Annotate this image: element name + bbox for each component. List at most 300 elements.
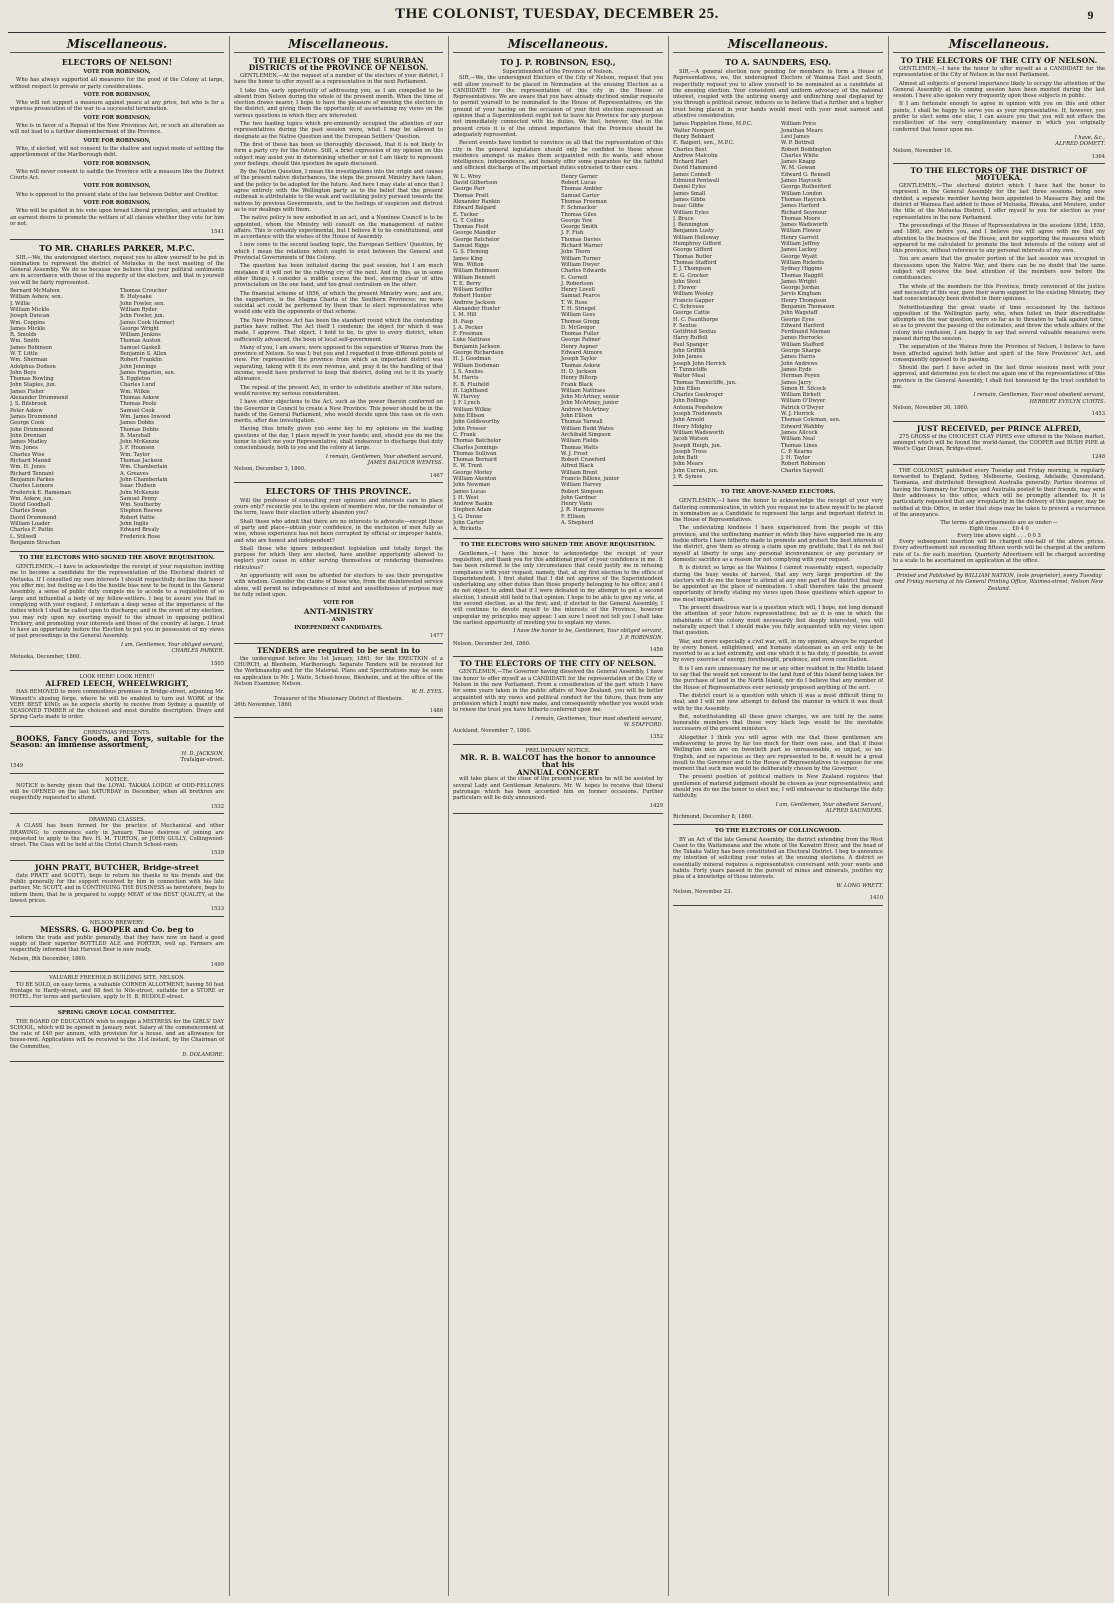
signatory-name: E. B. Fluifield <box>453 381 489 388</box>
column-divider <box>448 36 449 1596</box>
signatory-name: Henry Thompson <box>781 297 827 304</box>
ad-subtitle: Superintendent of the Province of Nelson. <box>502 69 614 75</box>
signatory-name: Benjamin S. Allen <box>120 350 167 357</box>
column-divider <box>668 36 669 1596</box>
signatory-name: Charles Lund <box>120 382 156 389</box>
ad-closing: I remain, Gentlemen, Your most obedient servant, <box>973 392 1105 399</box>
ad-role: Treasurer of the Missionary District of Blenheim. <box>273 695 404 702</box>
signatory-name: John McArtney, junior <box>561 400 619 407</box>
ad-place: Auckland, November 7, 1860. <box>453 728 532 735</box>
ad-christmas-presents <box>10 730 224 774</box>
signatory-name: John Arnold <box>673 417 705 424</box>
signatory-name: F. Schmacker <box>561 205 597 212</box>
signatory-name: Thomas Jackson <box>120 458 163 465</box>
ad-spring-grove <box>10 1010 224 1063</box>
section-head: Miscellaneous. <box>234 36 443 53</box>
column-5 <box>893 36 1105 1596</box>
ad-the-colonist <box>893 468 1105 570</box>
ad-body: BY an Act of the late General Assembly, the district extending from the West Coast to the Waitemoana and the whole of the Kawatiri River, and the head of the Takaka Valley has been constituted an Electoral District. I beg to announce my intention of soliciting your votes at the ensuing elections. A district so essentially mineral requires a representative conversant with your wants and habits. Forty years passed in the pursuit of mines and minerals, justifies my plea of a knowledge of those interests. <box>673 836 883 881</box>
signatory-name: H. J. Goodman <box>453 356 491 363</box>
signatory-name: Antonia Foxshelow <box>673 404 723 411</box>
signatory-name: Adolphus Dodson <box>10 363 56 370</box>
signatory-name: Gottfried Sextus <box>673 329 717 336</box>
ad-paragraphs <box>673 498 883 799</box>
ad-subtitle: ANNUAL CONCERT <box>516 767 600 777</box>
signatory-name: J. F. Hounsen <box>120 445 155 452</box>
signatory-name: George Richardson <box>453 350 504 357</box>
signatory-name: Daniel Eyles <box>673 184 706 191</box>
ad-paragraph: If I am fortunate enough to agree in opinion with you on this and other points, I shall be happy to serve you as your representative. If, however, you prefer to elect some one else, I can assure you that you will not efface the recollection of the very complimentary manner in which you originally conferred that honor upon me. <box>893 101 1105 133</box>
masthead <box>0 6 1114 28</box>
signatory-name: John Rollings <box>673 398 708 405</box>
signatory-name: J. G. Dunne <box>453 513 483 520</box>
signatory-name: Henry Lovell <box>561 287 595 294</box>
signatory-name: Francis Gapper <box>673 297 714 304</box>
signatory-name: John Goldsworthy <box>453 419 500 426</box>
ad-kicker: NELSON BREWERY. <box>89 919 145 926</box>
ad-paragraph: The proceedings of the House of Representatives in the sessions 1856, 1858, and 1860, are before you, and I believe you will agree with me that my attention to the business of the House, and for supporting the measures which appeared to me calculated to promote the best interests of the colony and of this province, without reference to any personal interests of my own. <box>893 222 1105 255</box>
signatory-name: Thomas Giles <box>561 211 597 218</box>
signatory-name: S. Eggleton <box>120 376 151 383</box>
signatory-name: Thomas Fuller <box>561 331 600 338</box>
ad-signature: JAMES BALFOUR WEMYSS. <box>367 459 443 466</box>
ad-place: Nelson, 8th December, 1860. <box>10 955 87 962</box>
column-3 <box>453 36 663 1596</box>
signatory-name: Paul Spanger <box>673 341 709 348</box>
signatory-name: James Haycock <box>781 178 822 185</box>
signatory-name: Jonathan Mears <box>781 127 823 134</box>
signatory-name: Henry Garner <box>561 173 598 180</box>
ad-body: THE COLONIST, published every Tuesday and Friday morning, is regularly forwarded to England, Sydney, Melbourne, Geelong, Adelaide, Queensland, Tasmania, and distributed throughout Australia generally. Parties desirous of having the Summary for Europe and Australia posted to their friends, may send their addresses to this office, which will be promptly attended to. It is particularly requested that any irregularity in the delivery of this paper, may be notified at this Office, in order that steps may be taken to prevent a recurrence of the annoyance. <box>893 467 1105 518</box>
signatory-name: J. F. Lynch <box>453 400 480 407</box>
signatory-name: W. M. Gowan <box>781 165 816 172</box>
signatory-name: Thomas Croucher <box>120 288 167 295</box>
signatory-name: George Parr <box>453 186 486 193</box>
signatory-name: William Ryder <box>120 306 158 313</box>
ad-number: 1532 <box>210 803 224 810</box>
ad-paragraph: Notwithstanding the great waste of time occasioned by the factious opposition of the Wellington party, who, when foiled on their discreditable attempts on the war question, were so far as to threaten to 'talk against time,' so as to prevent the passing of the estimates, and throw the whole affairs of the colony into confusion, I am happy to say that several valuable measures were passed during the session. <box>893 304 1105 342</box>
signatory-name: Andrew Malcolm <box>673 152 718 159</box>
ad-kicker: NOTICE. <box>105 776 129 783</box>
ad-body-2: Recent events have tended to convince us all that the representation of this city in the general legislature should only be confided to those whose residence amongst us makes them acquainted with its wants, and whose intelligence, independence, and honesty offer some guarantee for the faithful and efficient discharge of the important duties entrusted to their care. <box>453 140 663 172</box>
signatory-name: George Morley <box>453 469 493 476</box>
signatory-name: Thomas Coleman, sen. <box>781 417 841 424</box>
signatory-name: James Horrocks <box>781 335 823 342</box>
ad-signature: ALFRED SAUNDERS. <box>825 807 883 814</box>
ad-place: Nelson, November 30, 1860. <box>893 404 969 411</box>
ad-number: 1352 <box>649 734 663 741</box>
signatory-name: H. Fasp <box>453 318 474 325</box>
ad-number: 1477 <box>429 633 443 640</box>
signatory-name: John Boys <box>10 369 37 376</box>
signatory-name: William Turner <box>561 255 601 262</box>
signatory-name: David Drummond <box>10 514 57 521</box>
ad-title: JOHN PRATT, BUTCHER, Bridge-street <box>34 862 200 872</box>
signatory-name: Benjamin Jackson <box>453 343 500 350</box>
ad-number: 1467 <box>429 472 443 479</box>
signatory-name: John Wagstaff <box>781 310 818 317</box>
ad-signature: ALFRED DOMETT. <box>1055 141 1105 148</box>
signatory-name: Charles F. Pattie <box>10 527 54 534</box>
ad-kicker: CHRISTMAS PRESENTS. <box>83 729 151 736</box>
column-1 <box>10 36 224 1596</box>
ad-paragraph: Shall those who ignore independent legislation and totally forget the purpose for which they are elected, have another opportunity allowed to neglect your cause in either serving themselves or rendering themselves ridiculous? <box>234 545 443 571</box>
signatory-name: Thomas Rowling <box>10 376 54 383</box>
signatory-name: James Mickle <box>10 325 46 332</box>
signatory-name: Wm. James Inwood <box>120 413 171 420</box>
signatory-name: D. McGregor <box>561 324 596 331</box>
signatory-name: Henry Garrett <box>781 234 819 241</box>
vote-heading: VOTE FOR ROBINSON, <box>83 114 151 121</box>
signatory-name: Wm. H. Jones <box>10 464 46 471</box>
signatory-name: Alexander Drummond <box>10 395 68 402</box>
ad-title: TO MR. CHARLES PARKER, M.P.C. <box>39 242 195 253</box>
vote-heading: VOTE FOR ROBINSON, <box>83 160 151 167</box>
ad-alfred-leech <box>10 674 224 727</box>
signatory-name: John James <box>673 354 703 361</box>
signatory-name: Peter Askew <box>10 407 43 414</box>
ad-concert <box>453 748 663 814</box>
signatory-name: George Sharpe <box>781 348 821 355</box>
vote-heading: VOTE FOR ROBINSON, <box>83 137 151 144</box>
ad-number: 1539 <box>210 850 224 857</box>
signatory-name: Thomas Sullivan <box>453 450 497 457</box>
signatory-name: William Eyles <box>673 209 709 216</box>
ad-body: NOTICE is hereby given that the LOYAL TAKAKA LODGE of ODD-FELLOWS will be OPENED on the last SATURDAY in December, when all brethren are respectfully requested to attend. <box>10 782 224 802</box>
signatory-name: James Robinson <box>10 344 52 351</box>
ad-paragraph: The present position of political matters in New Zealand requires that gentlemen of matured judgment should be chosen as your representatives; and should you do me the honor to elect me, I will endeavour to discharge the duty faithfully. <box>673 774 883 800</box>
signatory-list <box>10 288 224 546</box>
ad-title: ALFRED LEECH, WHEELWRIGHT, <box>45 679 189 689</box>
signatory-name: I. M. Hill <box>453 312 477 319</box>
signatory-name: Humphrey Gifford <box>673 241 721 248</box>
ad-body: Gentlemen,—I have the honor to acknowledge the receipt of your requisition, and thank you for this additional proof of your confidence in me. It has been referred to the only circumstance that could justify me in refusing compliance with your request, namely, that, at my first election to the office of Superintendent, I first stated that I did not approve of the Superintendent undertaking any other duties than those properly belonging to his office; and I do not object to admit that if I were defeated in my attempt to get a second election, I should still hold to that opinion. I hope to be able to give my vote, at the second election, as at the first; and, if elected to the General Assembly, I will continue to devote myself to the interests of the Province, however unpopular my principles may appear. I am sure I need not tell you I shall take the earliest opportunity of meeting you to explain my views. <box>453 550 663 626</box>
ad-title: MR. R. B. WALCOT has the honor to announce that his <box>460 752 656 769</box>
ad-kicker: LOOK HERE! LOOK HERE!! <box>79 673 155 680</box>
vote-list <box>10 69 224 227</box>
signatory-name: Robert Pattie <box>120 514 155 521</box>
signatory-name: William Robinson <box>453 268 500 275</box>
signatory-name: Samuel Carter <box>561 192 600 199</box>
ad-paragraph: The two leading topics which pre-eminently occupied the attention of our representatives during the past session were, what I may be allowed to designate as the Native Question and the European Settlers' Question. <box>234 121 443 140</box>
signatory-name: J. S. Ansliss <box>453 368 484 375</box>
ad-number: 1549 <box>10 763 24 770</box>
ad-place: Motueka, December, 1860. <box>10 654 82 661</box>
signatory-name: Alfred Black <box>561 463 594 470</box>
ad-title: TO THE ABOVE-NAMED ELECTORS. <box>720 489 836 496</box>
ad-motueka <box>893 167 1105 421</box>
ad-to-saunders <box>673 57 883 486</box>
signatory-name: William Mickle <box>10 306 50 313</box>
signatory-name: J. Robertson <box>561 280 594 287</box>
ad-title: MESSRS. G. HOOPER and Co. beg to <box>40 924 194 934</box>
signatory-name: William Stafford <box>781 341 824 348</box>
signatory-name: J. Bennington <box>673 222 709 229</box>
signatory-name: James Eyde <box>781 366 812 373</box>
signatory-name: Wm. Southerby <box>120 502 161 509</box>
ad-prince-alfred <box>893 425 1105 465</box>
signatory-name: Thomas Butler <box>673 253 712 260</box>
ad-number: 1364 <box>1091 153 1105 160</box>
signatory-name: Richard Warner <box>561 243 603 250</box>
signatory-name: Thomas Stafford <box>673 259 717 266</box>
ad-paragraph: But, notwithstanding all these grave charges, we are told by the same honorable members that those very black legs would be the inevitable successors of the present ministers. <box>673 713 883 733</box>
signatory-name: E. Cornell <box>561 274 588 281</box>
signatory-name: William Brent <box>561 469 598 476</box>
signatory-name: James Fogarton, sen. <box>120 369 176 376</box>
signatory-name: William Wilkie <box>453 406 491 413</box>
signatory-name: Wm. Wilkie <box>120 388 150 395</box>
signatory-name: J. Bruce <box>673 215 694 222</box>
signatory-name: J. Flower <box>673 285 697 292</box>
signatory-name: William Fields <box>561 438 599 445</box>
signatory-name: Thomas Watts <box>561 444 599 451</box>
ad-stafford <box>453 660 663 744</box>
signatory-name: J. R. Hargreaves <box>561 507 604 514</box>
ad-paragraph: I have other objections to the Act, such as the power therein conferred on the Governor in Council to create a New Province. This power should be in the hands of the General Parliament, who would decide upon this case on its own merits, after due investigation. <box>234 399 443 425</box>
ad-terms: The terms of advertisements are as under:— <box>940 520 1058 527</box>
vote-line: AND <box>331 616 346 623</box>
ad-paragraph: Shall those who admit that there are no interests to advocate—except those of party and place—obtain your confidence, in the exclusion of men fully as wise, whose experience has not been corrupted by official or improper habits, and who are honest and independent? <box>234 518 443 544</box>
ad-paragraph: It is I am sure unnecessary for me or any other resident in the Middle Island to say that the would not consent to the land fund of this Island being taken for the purchase of land in the North Island, nor do I believe that any member of the House of Representatives ever seriously proposed anything of the sort. <box>673 665 883 691</box>
signatory-name: William Ricketts <box>781 259 825 266</box>
ad-paragraph: Having thus briefly given you some key to my opinions on the leading questions of the day, I place myself in your hands; and, should you do me the honor to elect me your Representative, shall endeavour to discharge that duty conscientiously, both to you and the colony at large. <box>234 426 443 452</box>
signatory-name: A. Shepherd <box>561 520 594 527</box>
ad-paragraph: Many of you, I am aware, were opposed to the separation of Wairau from the province of Nelson. So was I; but you and I regarded it from different points of view. For represented the province from which an important district was separating, taking with it its own revenue, and, pray it be the handling of that income, would have preferred to keep that district, doling out to it its yearly allowance. <box>234 344 443 383</box>
ad-paragraph: The question has been initiated during the past session, but I am much mistaken if it will not be the rallying cry of the next. And in this, as in some other things, I consider a middle course the best, steering clear of ultra provincialism on the one hand, and too great centralism on the other. <box>234 263 443 289</box>
signatory-name: Joseph Duncan <box>10 313 50 320</box>
ad-paragraph: GENTLEMEN,—The electoral district which I have had the honor to represent in the General Assembly for the last three sessions being now divided, a separate member having been appointed to Massacre Bay, and the district of Waimea East added to those of Motueka, Riwaka, and Moutere, under the title of the Motueka District, I offer myself to you for election as your representative in the new Parliament. <box>893 183 1105 221</box>
ad-number: 1248 <box>1091 454 1105 461</box>
signatory-name: J. Willie <box>10 300 30 307</box>
ad-tenders <box>234 647 443 719</box>
masthead-title: THE COLONIST, TUESDAY, DECEMBER 25. <box>395 6 719 22</box>
ad-extra: Every subsequent insertion will be charged one-half of the above prices. Every advertisement not exceeding fifteen words will be charged at the uniform rate of 1s. for each insertion. Quarterly Advertisers will be charged according to a scale to be ascertained on application at the office. <box>893 539 1105 564</box>
signatory-name: A. Greaves <box>120 470 149 477</box>
signatory-name: John Ellison <box>561 413 593 420</box>
signatory-name: Jarvis Kingham <box>781 291 822 298</box>
signatory-name: Isaac Hudson <box>120 483 156 490</box>
signatory-name: Robert Boddington <box>781 146 832 153</box>
signatory-name: William Budd Wates <box>561 425 614 432</box>
ad-paragraph: The New Provinces Act has been the standard round which the contending parties have rallied. The Act itself I condemn; the object for which it was made, I approve. That object, I hold to be, to give to every district, when sufficiently advanced, the boon of local self-government. <box>234 317 443 343</box>
signatory-name: Herman Feyen <box>781 373 820 380</box>
signatory-name: William Akenton <box>453 476 497 482</box>
signatory-name: David Goodhall <box>10 502 51 509</box>
signatory-name: B. Marshall <box>120 432 151 439</box>
signatory-list <box>673 121 883 480</box>
signatory-name: George Smith <box>561 224 598 231</box>
signatory-name: James Gibbs <box>673 196 706 203</box>
signatory-name: Andrew Baskin <box>453 501 493 508</box>
ad-body: SIR,—A general election now pending for members to form a House of Representatives, we, the undersigned Electors of Waimea East and South, respectfully request you to allow yourself to be nominated as a candidate at the ensuing election. Your consistent and uniform advocacy of the national interest, coupled with the untiring energy and unflinching zeal displayed by you through a political career, induces us to believe that a further and a higher trust being placed in your hands would meet with your most earnest and attentive consideration. <box>673 69 883 120</box>
ad-title: TO THE ELECTORS WHO SIGNED THE ABOVE REQUISITION. <box>460 541 656 548</box>
signatory-name: William Ashew, sen. <box>10 294 63 301</box>
ad-place: 26th November, 1860. <box>234 701 293 708</box>
ad-title: TO THE ELECTORS OF THE CITY OF NELSON. <box>900 56 1098 65</box>
signatory-name: Edward Atmore <box>561 350 603 357</box>
signatory-name: James Mudley <box>10 439 48 446</box>
ad-place: Nelson, December 3rd, 1860. <box>453 640 531 647</box>
signatory-name: Edward Harford <box>781 322 825 329</box>
ad-closing: I am, Gentlemen, Your obedient Servant, <box>775 801 883 808</box>
signatory-name: Charles Gaukroger <box>673 392 724 399</box>
ad-number: 1499 <box>210 962 224 969</box>
section-head: Miscellaneous. <box>673 36 883 53</box>
ad-title: ELECTORS OF NELSON! <box>61 57 173 67</box>
signatory-name: David Gilbertson <box>453 180 498 187</box>
signatory-name: J. F. Fish <box>561 230 584 237</box>
ad-robinson-reply <box>453 542 663 658</box>
signatory-name: J. H. West <box>453 494 479 501</box>
signatory-name: John Gardner <box>561 494 597 501</box>
ad-paragraph: The present disastrous war is a question which will, I hope, not long demand the attention of your future representatives; but as it is one in which the inhabitants of this colony must necessarily feel deeply interested, you will naturally expect that I should make you fully acquainted with my views upon that question. <box>673 605 883 637</box>
signatory-name: T. J. Thompson <box>673 266 712 273</box>
signatory-name: W. J. Horrick <box>781 411 815 418</box>
ad-title: TO J. P. ROBINSON, ESQ., <box>500 57 616 67</box>
ad-paragraph: GENTLEMEN,—At the request of a number of the electors of your district, I have the honor to offer myself as a representative in the next Parliament. <box>234 73 443 86</box>
signatory-name: James Drummond <box>10 413 58 420</box>
vote-line: VOTE FOR <box>323 600 354 607</box>
signatory-name: Frank Black <box>561 381 593 388</box>
signatory-name: Harry Ruffell <box>673 335 708 342</box>
ad-requisition-reply <box>10 555 224 671</box>
signatory-name: George Yew <box>561 217 593 224</box>
signatory-name: Thomas Field <box>453 224 489 231</box>
signatory-name: George Rutherford <box>781 184 831 191</box>
column-4 <box>673 36 883 1596</box>
ad-signature: H. D. JACKSON, <box>181 750 224 757</box>
signatory-name: Benjamin Lusty <box>673 228 714 235</box>
signatory-name: William Nattrass <box>561 387 606 394</box>
signatory-name: David Hammond <box>673 165 718 172</box>
ad-paragraph: An opportunity will soon be afforded for electors to use their prerogative with wisdom. Consider the claims of those who, from the disinterested service alone, will permit no independence of mind and unselfishness of purpose may be fully relied upon. <box>234 573 443 598</box>
signatory-name: John Batt <box>673 455 698 462</box>
signatory-name: George Wright <box>120 325 159 332</box>
signatory-name: William Harvey <box>561 482 602 489</box>
signatory-name: Samuel Cook <box>120 407 155 414</box>
signatory-name: T. W. Rose <box>561 299 588 306</box>
signatory-name: William Flower <box>781 228 821 235</box>
signatory-name: Thomas Freeman <box>561 198 607 205</box>
signatory-name: William London <box>781 190 823 197</box>
signatory-name: E. Tucker <box>453 211 479 218</box>
ad-body: GENTLEMEN,—I have to acknowledge the receipt of your requisition inviting me to become a candidate for the representation of the Electoral district of Motueka. If I consulted my own interests I should respectfully decline the honor you offer me; but feeling as I do the hostile bias now to be found in the General Assembly, a sense of public duty compels me to accede to a requisition of so large and influential a body of my fellow-settlers. I beg to assure you that in complying with your request, I entertain a deep sense of the importance of the duties which I shall be called upon to discharge; and in the event of my election, you may rely upon my exerting myself to the utmost in opposing political Trickery, and promoting your interests and those of the country at large. I trust to have an opportunity before the Election to put you in possession of my views of past proceedings in the General Assembly. <box>10 564 224 640</box>
signatory-name: F. Sextus <box>673 322 697 329</box>
signatory-name: Robert Crawford <box>561 457 606 464</box>
signatory-name: J. A. Pecker <box>453 324 483 331</box>
signatory-name: James Dobbs <box>120 420 155 427</box>
signatory-name: C. P. Kearns <box>781 448 813 455</box>
signatory-name: James Lackey <box>781 247 818 254</box>
signatory-name: M. Harris <box>453 375 479 382</box>
section-head: Miscellaneous. <box>10 36 224 53</box>
signatory-name: William Wooley <box>673 291 714 298</box>
signatory-name: John Griffith <box>673 348 706 355</box>
imprint: Printed and Published by WILLIAM NATION, (sole proprietor), every Tuesday and Friday morning at his General Printing Office, Waimea-street, Nelson New Zealand. <box>895 573 1103 592</box>
signatory-name: Thomas Tunnicliffe, jun. <box>673 379 737 386</box>
vote-text: Who has always supported all measures for the good of the Colony at large, without respect to private or party considerations. <box>10 77 224 90</box>
signatory-name: Andrew McArtney <box>561 406 609 413</box>
signatory-name: Thomas Askew <box>120 395 160 402</box>
signatory-name: W. Harvey <box>453 394 480 401</box>
signatory-name: Samuel Riggs <box>453 243 490 250</box>
ad-collingwood <box>673 828 883 906</box>
signatory-name: Joseph John Herrick <box>673 360 727 367</box>
ad-body: SIR,—We, the undersigned Electors of the City of Nelson, request that you will allow yourself to be placed in Nomination at the ensuing Election as a CANDIDATE for the representation of this city in the House of Representatives. We are aware that you have already declined similar requests to permit yourself to be nominated to the House of Representatives, on the ground of your having on the occasion of your first election expressed an opinion that a Superintendent ought not to leave his Province for any purpose not immediately connected with his duties. We feel, however, that in the present crisis it is of the utmost importance that the Province should be adequately represented. <box>453 75 663 138</box>
signatory-name: John McArtney, senior <box>561 394 620 401</box>
ad-title: TO THE ELECTORS OF COLLINGWOOD. <box>714 827 842 834</box>
signatory-name: John Curran, jun. <box>673 467 719 474</box>
signatory-name: James King <box>453 255 483 262</box>
signatory-name: John Thorn <box>561 249 591 256</box>
signatory-name: Thomas Askew <box>561 362 601 369</box>
ad-body: TO BE SOLD, on easy terms, a valuable CORNER ALLOTMENT, having 50 feet frontage to Hardy-street, and 88 feet to Nile-street, suitable for a STORE or HOTEL. For terms and particulars, apply to H. B. RUDDLE-street. <box>10 981 224 1001</box>
signatory-name: George Cook <box>10 420 45 427</box>
signatory-name: Thomas Bernard <box>453 457 497 464</box>
signatory-name: Wm. Askew, jun. <box>10 495 54 502</box>
ad-closing: I have, &c., <box>1074 134 1105 141</box>
ad-paragraph: It is district so large as the Waimea I cannot reasonably expect, especially during the busy weeks of harvest, that any very large proportion of the electors will do me the honor to attend at any one part of the district that may be appointed as the place of nomination. I shall therefore take the present opportunity of briefly stating my views upon those questions which appear to me most important. <box>673 565 883 603</box>
signatory-name: Richard Hart <box>673 159 708 166</box>
signatory-name: Henry Bebhard <box>673 133 714 140</box>
section-head: Miscellaneous. <box>893 36 1105 53</box>
ad-number: 1541 <box>210 229 224 236</box>
signatory-name: Walter Newport <box>673 127 715 134</box>
ad-title: TO THE ELECTORS OF THE DISTRICT OF MOTUEKA. <box>910 166 1088 183</box>
signatory-name: William Jenkins <box>120 332 161 339</box>
ad-signature: HERBERT EVELYN CURTIS. <box>1029 398 1105 405</box>
signatory-name: Henry Biltorp <box>561 375 598 382</box>
signatory-name: Wm. Taylor <box>120 451 150 458</box>
signatory-name: H. D. Jackson <box>561 368 597 375</box>
signatory-name: B. Holyoake <box>120 294 152 301</box>
signatory-name: James Harford <box>781 203 820 210</box>
ad-number: 1410 <box>869 895 883 902</box>
signatory-name: E. W. Trent <box>453 463 483 470</box>
ad-paragraph: I take this early opportunity of addressing you, as I am compelled to be absent from Nelson during the whole of the present month. When the time of election draws nearer, I hope to have the pleasure of meeting the electors in the district, and giving them the opportunity of ascertaining my views on the various questions in which they are interested. <box>234 87 443 119</box>
ad-paragraph: Should the part I have acted in the last three sessions meet with your approval, and determine you to elect me again one of the representatives of this province in the General Assembly, I shall feel honoured by the trust confided to me. <box>893 365 1105 391</box>
ad-place: Richmond, December 8, 1860. <box>673 814 753 821</box>
signatory-name: Richard Tennant <box>10 470 54 477</box>
signatory-name: William Jeffrey <box>781 241 820 248</box>
signatory-name: William O'Dwyer <box>781 398 826 405</box>
ad-place: Trafalgar-street. <box>180 756 224 763</box>
signatory-name: George Eyes <box>781 316 815 323</box>
signatory-name: Samuel Penny <box>120 495 158 502</box>
signatory-name: R. Smolds <box>10 332 37 339</box>
signatory-name: George Wyatt <box>781 253 818 260</box>
signatory-name: William Neal <box>781 436 815 443</box>
ad-body: (late PRATT and SCOTT), begs to return his thanks to his friends and the Public generally for the support received by him in connection with his late partner, Mr. SCOTT, and in CONTINUING THE BUSINESS as heretofore, begs to inform them, that he is prepared to supply MEAT of the BEST QUALITY, at the lowest prices. <box>10 872 224 904</box>
ad-paragraph: Altogether I think you will agree with me that those gentlemen are endeavoring to prove by far too much for their own case, and that if those Wellington men are on twentieth part so unreasonable, so unjust, so un-English, and so rapacious as they are represented to be, it would be a great insult to the Governor and to the House of Representatives to suppose for one moment that such men would be deliberately chosen by the Governor. <box>673 734 883 773</box>
signatory-name: W. P. Bottrell <box>781 140 815 147</box>
signatory-name: Patrick O'Dwyer <box>781 404 825 411</box>
signatory-name: W. T. Little <box>10 350 38 357</box>
signatory-name: Thomas Auston <box>120 338 161 345</box>
ad-signature: W. LONG WRETT. <box>836 882 883 889</box>
ad-kicker: DRAWING CLASSES. <box>88 816 146 823</box>
ad-paragraph: The financial scheme of 1856, of which the present Ministry were, and are, the supporters, is the Magna Charta of the Southern Provinces: no more suicidal act could be performed by them than to elect representatives who would side with the opponents of that scheme. <box>234 290 443 316</box>
page-number: 9 <box>1087 8 1094 22</box>
signatory-name: Thomas Batchelor <box>453 438 501 445</box>
vote-text: Who will not support a measure against peace at any price, but who is for a vigorous prosecution of the war to a successful termination. <box>10 100 224 113</box>
vote-text: Who is in favor of a Repeal of the New Provinces Act, or such an alteration as will not lead to a further dismemberment of the Province. <box>10 123 224 136</box>
ad-paragraphs <box>234 73 443 452</box>
signatory-name: Charles Swan <box>10 508 47 515</box>
signatory-name: William Loader <box>10 521 51 527</box>
signatory-name: Thomas Lines <box>781 442 818 449</box>
